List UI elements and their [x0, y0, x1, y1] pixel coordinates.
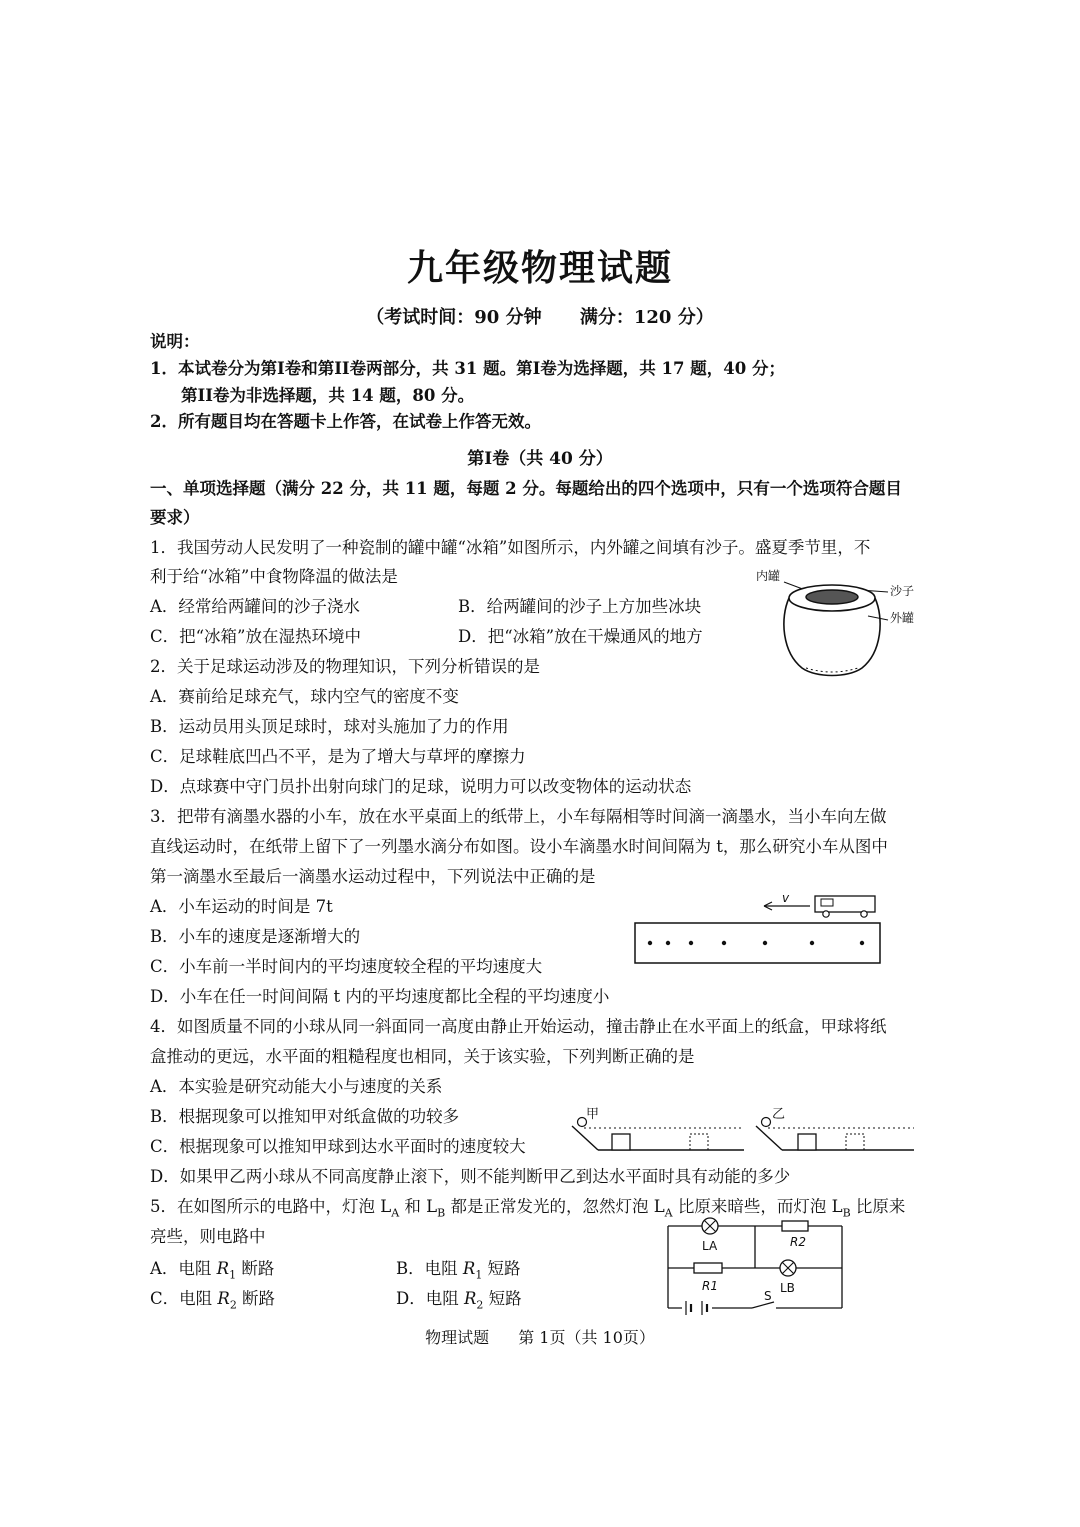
q2-stem: 2．关于足球运动涉及的物理知识，下列分析错误的是	[150, 657, 540, 676]
fig-label-la: LA	[702, 1239, 718, 1253]
fig-label-r1: R1	[702, 1279, 718, 1293]
part1-title: 第I卷（共 40 分）	[467, 449, 613, 469]
fig-label-lb: LB	[780, 1281, 795, 1295]
resistor-r2	[782, 1221, 808, 1231]
fig-label-s: S	[764, 1289, 772, 1303]
q3-stem-cont: 直线运动时，在纸带上留下了一列墨水滴分布如图。设小车滴墨水时间间隔为 t，那么研究小车从图中	[150, 837, 888, 856]
q4-option-a: A．本实验是研究动能大小与速度的关系	[150, 1077, 443, 1096]
q4-stem: 4．如图质量不同的小球从同一斜面同一高度由静止开始运动，撞击静止在水平面上的纸盒，甲球将纸	[150, 1017, 887, 1036]
q3-option-b: B．小车的速度是逐渐增大的	[150, 927, 361, 946]
q3-stem: 3．把带有滴墨水器的小车，放在水平桌面上的纸带上，小车每隔相等时间滴一滴墨水，当小车向左做	[150, 807, 887, 826]
q3-option-d: D．小车在任一时间间隔 t 内的平均速度都比全程的平均速度小	[150, 987, 610, 1006]
ink-drop	[666, 941, 670, 945]
q1-fridge-figure	[750, 560, 930, 685]
q5-option-d: D．电阻 $R_2$ 短路	[396, 1289, 522, 1312]
fig-label-inner: 内罐	[756, 569, 781, 583]
q4-option-c: C．根据现象可以推知甲球到达水平面时的速度较大	[150, 1137, 526, 1156]
q4-incline-figure	[562, 1104, 917, 1156]
page-title: 九年级物理试题	[406, 247, 673, 289]
q2-option-b: B．运动员用头顶足球时，球对头施加了力的作用	[150, 717, 509, 736]
fig-ball-jia-label: 甲	[586, 1107, 600, 1122]
notes-heading: 说明：	[150, 332, 200, 351]
section-heading-cont: 要求）	[150, 508, 200, 527]
resistor-r1	[694, 1263, 722, 1273]
q2-option-c: C．足球鞋底凹凸不平，是为了增大与草坪的摩擦力	[150, 747, 526, 766]
section-heading: 一、单项选择题（满分 22 分，共 11 题，每题 2 分。每题给出的四个选项中，只有一个选项符合题目	[150, 479, 902, 498]
note-item-2: 2．所有题目均在答题卡上作答，在试卷上作答无效。	[150, 412, 541, 431]
q5-option-c: C．电阻 $R_2$ 断路	[150, 1289, 276, 1312]
exam-info	[0, 303, 1080, 329]
q1-stem: 1．我国劳动人民发明了一种瓷制的罐中罐“冰箱”如图所示，内外罐之间填有沙子。盛夏季节里，不	[150, 538, 871, 557]
ink-drop	[689, 941, 693, 945]
q3-option-c: C．小车前一半时间内的平均速度较全程的平均速度大	[150, 957, 543, 976]
q5-stem: 5．在如图所示的电路中，灯泡 $L_A$ 和 $L_B$ 都是正常发光的，忽然灯泡 $L_A$ 比原来暗些，而灯泡 $L_B$ 比原来	[150, 1197, 906, 1220]
fig-velocity-label: v	[782, 891, 790, 905]
full-score: 满分：120 分）	[579, 307, 714, 328]
fig-label-outer: 外罐	[890, 611, 915, 625]
fig-ball-yi-label: 乙	[772, 1107, 786, 1122]
q4-option-b: B．根据现象可以推知甲对纸盒做的功较多	[150, 1107, 460, 1126]
ink-drop	[860, 941, 864, 945]
q1-option-b: B．给两罐间的沙子上方加些冰块	[458, 597, 702, 616]
fig-label-sand: 沙子	[890, 584, 915, 598]
q3-option-a: A．小车运动的时间是 7t	[150, 897, 333, 916]
q2-option-d: D．点球赛中守门员扑出射向球门的足球，说明力可以改变物体的运动状态	[150, 777, 692, 796]
exam-time: （考试时间：90 分钟	[366, 307, 542, 328]
q4-option-d: D．如果甲乙两小球从不同高度静止滚下，则不能判断甲乙到达水平面时具有动能的多少	[150, 1167, 791, 1186]
ink-drop	[722, 941, 726, 945]
q2-option-a: A．赛前给足球充气，球内空气的密度不变	[150, 687, 459, 706]
q5-option-a: A．电阻 $R_1$ 断路	[150, 1259, 275, 1282]
ink-drop	[763, 941, 767, 945]
q1-option-d: D．把“冰箱”放在干燥通风的地方	[458, 627, 703, 646]
q1-option-c: C．把“冰箱”放在湿热环境中	[150, 627, 361, 646]
page-footer	[0, 1325, 1080, 1348]
q5-circuit-figure	[660, 1208, 850, 1316]
q3-stem-cont-2: 第一滴墨水至最后一滴墨水运动过程中，下列说法中正确的是	[150, 867, 596, 886]
q3-tape-figure	[630, 888, 885, 966]
q5-stem-cont: 亮些，则电路中	[150, 1227, 266, 1246]
footer-subject: 物理试题	[425, 1328, 490, 1347]
footer-page-number: 第 1页（共 10页）	[518, 1328, 655, 1347]
q5-option-b: B．电阻 $R_1$ 短路	[396, 1259, 521, 1282]
ink-drop	[648, 941, 652, 945]
fig-label-r2: R2	[790, 1235, 806, 1249]
note-item-1-cont: 第II卷为非选择题，共 14 题，80 分。	[181, 386, 475, 405]
q4-stem-cont: 盒推动的更远，水平面的粗糙程度也相同，关于该实验，下列判断正确的是	[150, 1047, 695, 1066]
q1-option-a: A．经常给两罐间的沙子浇水	[150, 597, 360, 616]
ink-drop	[810, 941, 814, 945]
note-item-1: 1．本试卷分为第I卷和第II卷两部分，共 31 题。第I卷为选择题，共 17 题，40 分；	[150, 359, 785, 378]
q1-stem-cont: 利于给“冰箱”中食物降温的做法是	[150, 567, 398, 586]
